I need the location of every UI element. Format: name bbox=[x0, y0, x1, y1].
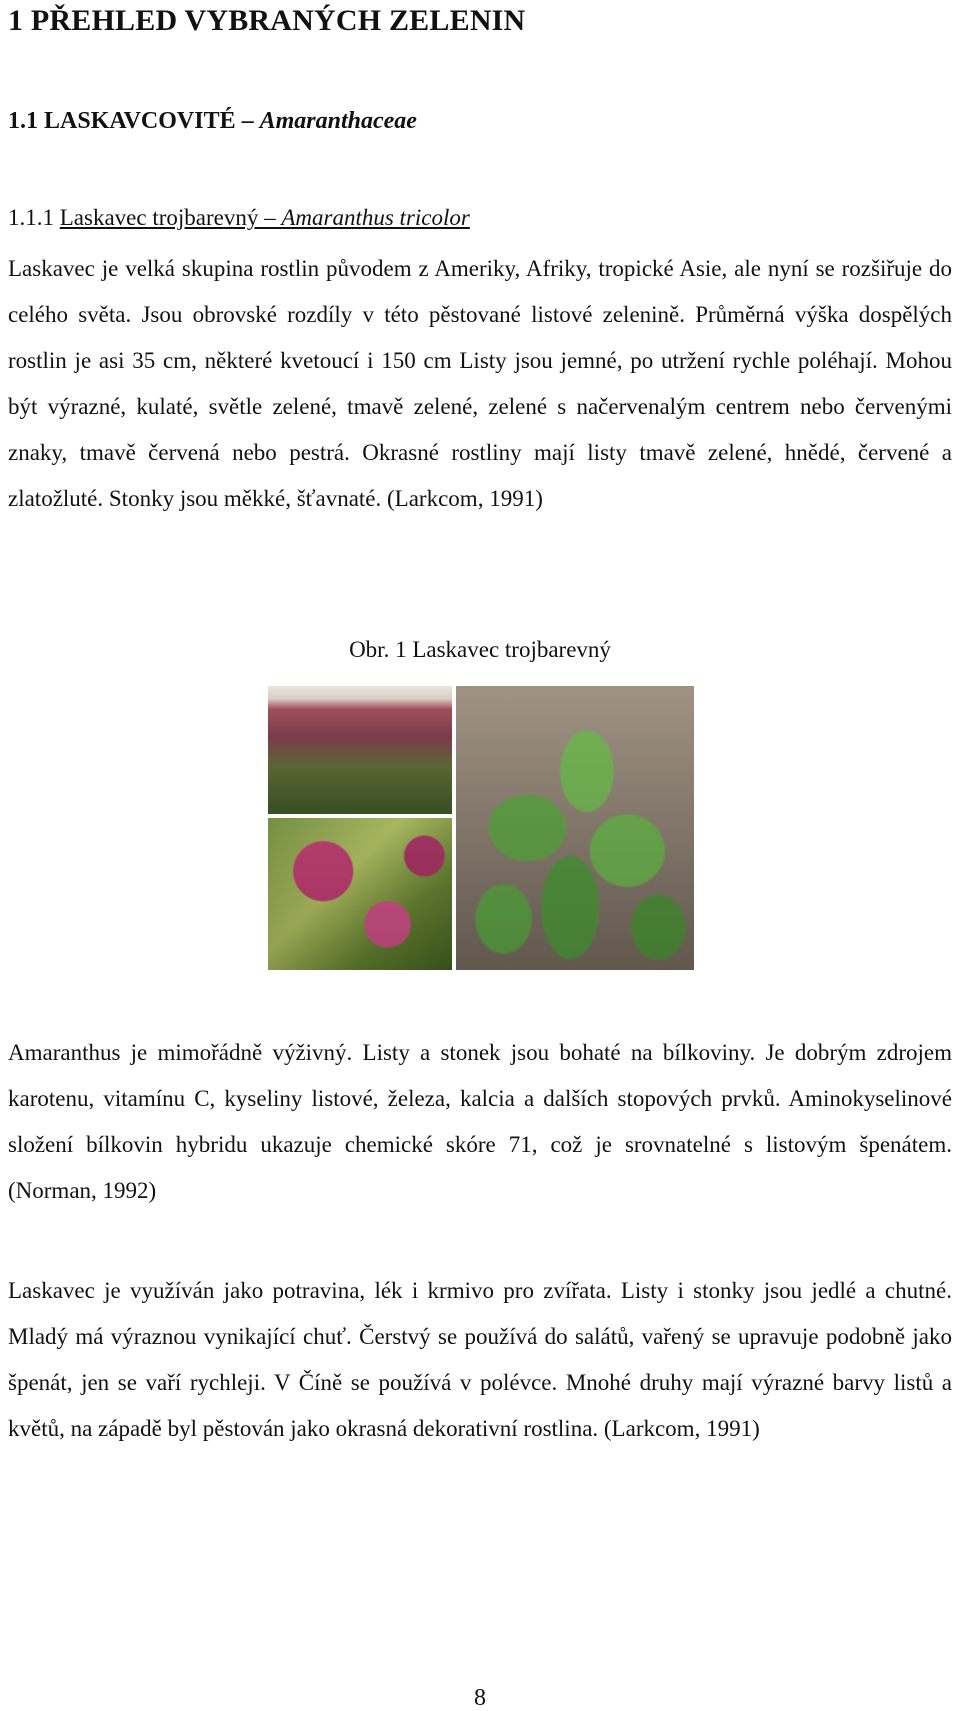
paragraph-nutrition: Amaranthus je mimořádně výživný. Listy a stonek jsou bohaté na bílkoviny. Je dobrým zdrojem karotenu, vitamínu C, kyseliny listové, železa, kalcia a dalších stopových prvků. Aminokyselinové složení bílkovin hybridu ukazuje chemické skóre 71, což je srovnatelné s listovým špenátem. (Norman, 1992) bbox=[8, 1040, 952, 1203]
section-heading-text: 1.1 LASKAVCOVITÉ – bbox=[8, 108, 260, 134]
amaranth-flower-closeup-photo bbox=[268, 818, 452, 970]
amaranth-leaves-photo bbox=[456, 686, 694, 970]
subsection-heading bbox=[8, 205, 470, 231]
section-heading-latin: Amaranthaceae bbox=[259, 108, 417, 134]
amaranth-field-photo bbox=[268, 686, 452, 814]
subsection-title bbox=[60, 205, 470, 230]
section-heading bbox=[8, 108, 417, 135]
page-number: 8 bbox=[474, 1685, 486, 1711]
subsection-title-czech: Laskavec trojbarevný – bbox=[59, 205, 282, 230]
subsection-title-latin: Amaranthus tricolor bbox=[281, 205, 470, 230]
chapter-heading: 1 PŘEHLED VYBRANÝCH ZELENIN bbox=[8, 4, 526, 37]
paragraph-description: Laskavec je velká skupina rostlin původem z Ameriky, Afriky, tropické Asie, ale nyní se rozšiřuje do celého světa. Jsou obrovské rozdíly v této pěstované listové zelenině. Průměrná výška dospělých rostlin je asi 35 cm, některé kvetoucí i 150 cm Listy jsou jemné, po utržení rychle poléhají. Mohou být výrazné, kulaté, světle zelené, tmavě zelené, zelené s načervenalým centrem nebo červenými znaky, tmavě červená nebo pestrá. Okrasné rostliny mají listy tmavě zelené, hnědé, červené a zlatožluté. Stonky jsou měkké, šťavnaté. (Larkcom, 1991) bbox=[8, 256, 952, 511]
paragraph-usage: Laskavec je využíván jako potravina, lék i krmivo pro zvířata. Listy i stonky jsou jedlé a chutné. Mladý má výraznou vynikající chuť. Čerstvý se používá do salátů, vařený se upravuje podobně jako špenát, jen se vaří rychleji. V Číně se používá v polévce. Mnohé druhy mají výrazné barvy listů a květů, na západě byl pěstován jako okrasná dekorativní rostlina. (Larkcom, 1991) bbox=[8, 1278, 952, 1441]
figure-caption: Obr. 1 Laskavec trojbarevný bbox=[349, 637, 611, 662]
subsection-number: 1.1.1 bbox=[8, 205, 60, 230]
